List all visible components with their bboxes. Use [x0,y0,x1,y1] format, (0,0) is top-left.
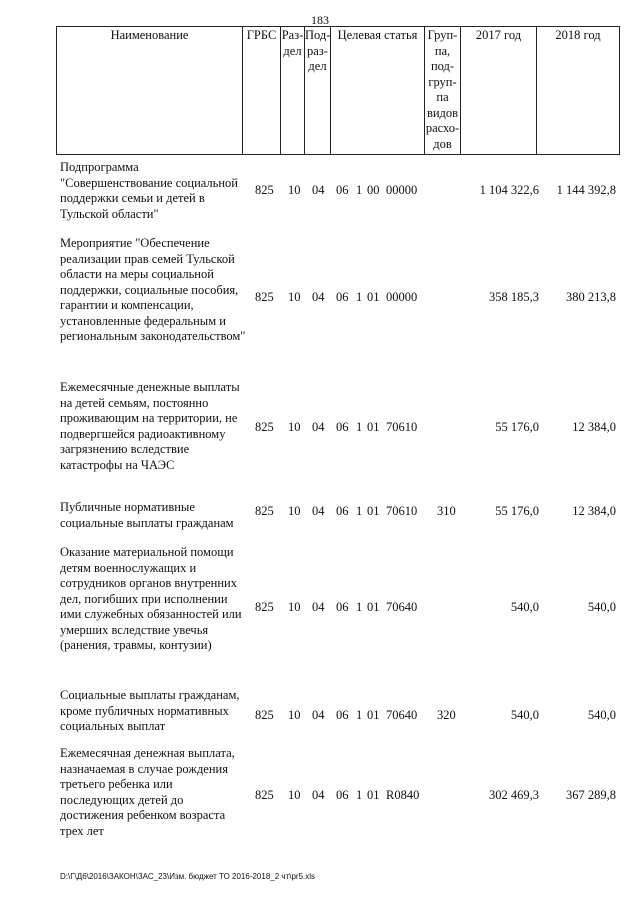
row-podrazdel: 04 [312,504,325,518]
row-target-3: 01 [367,788,380,802]
row-2018-value: 12 384,0 [572,504,616,518]
header-grbs-label: ГРБС [246,28,277,42]
row-2017-value: 358 185,3 [489,290,539,304]
row-podrazdel: 04 [312,788,325,802]
row-2018-value: 367 289,8 [566,788,616,802]
row-target-4: 70610 [386,504,418,518]
row-2017-value: 540,0 [510,708,539,722]
row-podrazdel: 04 [312,708,325,722]
header-target-label: Целевая статья [337,28,418,42]
header-group-line-2: па, [434,43,451,58]
row-group-code: 320 [437,708,456,722]
header-2018-label: 2018 год [555,28,601,42]
row-name: Оказание материальной помощи детям военнослужащих и сотрудников органов внутренних дел, погибших при исполнении ими служебных обязанностей или умерших вследствие увечья (ранения, травмы, контузии) [60,545,242,652]
header-2017-label: 2017 год [475,28,522,42]
row-name: Мероприятие "Обеспечение реализации прав семей Тульской области на меры социальной поддержки, социальные пособия, гарантии и компенсации, установленные федеральным и региональным законодательством" [60,236,246,343]
row-target-3: 01 [367,708,380,722]
row-target-1: 06 [336,420,349,434]
row-podrazdel: 04 [312,183,325,197]
row-target-3: 01 [367,600,380,614]
row-razdel: 10 [288,420,301,434]
row-grbs: 825 [255,788,274,802]
header-2017 [460,26,536,155]
row-2017-value: 302 469,3 [489,788,539,802]
row-target-1: 06 [336,183,349,197]
table-row [56,500,620,530]
row-target-1: 06 [336,788,349,802]
row-target-4: 00000 [386,183,418,197]
header-podrazdel-line-1: Под- [305,28,331,42]
row-target-2: 1 [356,600,363,614]
page-number: 183 [311,13,329,27]
row-target-1: 06 [336,290,349,304]
row-2017-value: 55 176,0 [495,420,539,434]
row-target-4: 70640 [386,708,418,722]
row-razdel: 10 [288,504,301,518]
table-row [56,688,620,733]
header-razdel [280,26,304,155]
header-group [424,26,460,155]
header-group-line-8: дов [433,136,452,151]
header-podrazdel-line-3: дел [308,59,327,73]
row-grbs: 825 [255,183,274,197]
row-2017-value: 540,0 [510,600,539,614]
row-target-2: 1 [356,420,363,434]
row-podrazdel: 04 [312,290,325,304]
row-razdel: 10 [288,183,301,197]
header-target [330,26,424,155]
file-path-footer: D:\Г\Д6\2016\ЗАКОН\ЗАС_23\Изм. бюджет ТО 2016-2018_2 чт\pr5.xls [60,872,316,881]
row-2018-value: 540,0 [587,600,616,614]
table-header [56,26,620,156]
row-target-2: 1 [356,788,363,802]
table-row [56,236,620,343]
row-2018-value: 380 213,8 [566,290,616,304]
row-target-2: 1 [356,708,363,722]
row-target-3: 00 [367,183,380,197]
row-target-1: 06 [336,600,349,614]
header-podrazdel [304,26,330,155]
row-name: Социальные выплаты гражданам, кроме публичных нормативных социальных выплат [60,688,240,733]
row-target-2: 1 [356,504,363,518]
header-group-line-7: расхо- [425,121,460,135]
header-name-label: Наименование [110,28,189,42]
header-podrazdel-line-2: раз- [307,43,328,58]
row-2017-value: 1 104 322,6 [479,183,539,197]
row-name: Подпрограмма "Совершенствование социальной поддержки семьи и детей в Тульской области" [60,160,238,221]
row-target-3: 01 [367,504,380,518]
table-row [56,545,620,652]
row-target-2: 1 [356,290,363,304]
row-2017-value: 55 176,0 [495,504,539,518]
row-target-1: 06 [336,504,349,518]
row-target-4: R0840 [386,788,420,802]
header-group-line-4: груп- [428,74,457,89]
table-row [56,380,620,472]
header-group-line-3: под- [430,59,455,73]
row-2018-value: 1 144 392,8 [556,183,616,197]
header-2018 [536,26,620,155]
row-grbs: 825 [255,420,274,434]
row-name: Ежемесячные денежные выплаты на детей семьям, постоянно проживающим на территории, не подвергшейся радиоактивному загрязнению вследствие катастрофы на ЧАЭС [60,380,240,472]
row-name: Ежемесячная денежная выплата, назначаемая в случае рождения третьего ребенка или последующих детей до достижения ребенком возраста трех лет [60,746,235,838]
header-name [56,26,242,155]
row-grbs: 825 [255,600,274,614]
row-podrazdel: 04 [312,600,325,614]
row-name: Публичные нормативные социальные выплаты гражданам [60,500,234,530]
row-grbs: 825 [255,504,274,518]
row-target-2: 1 [356,183,363,197]
row-2018-value: 540,0 [587,708,616,722]
row-razdel: 10 [288,788,301,802]
row-podrazdel: 04 [312,420,325,434]
row-target-3: 01 [367,420,380,434]
row-razdel: 10 [288,290,301,304]
row-target-4: 00000 [386,290,418,304]
row-target-3: 01 [367,290,380,304]
row-razdel: 10 [288,600,301,614]
header-group-line-6: видов [426,105,459,120]
row-razdel: 10 [288,708,301,722]
table-row [56,746,620,838]
header-razdel-line-2: дел [283,43,302,58]
row-group-code: 310 [437,504,456,518]
header-grbs [242,26,280,155]
row-target-4: 70640 [386,600,418,614]
table-row [56,160,620,221]
row-grbs: 825 [255,708,274,722]
row-target-1: 06 [336,708,349,722]
header-group-line-1: Груп- [427,28,458,42]
row-2018-value: 12 384,0 [572,420,616,434]
row-target-4: 70610 [386,420,418,434]
header-razdel-line-1: Раз- [281,28,304,42]
header-group-line-5: па [436,90,449,104]
row-grbs: 825 [255,290,274,304]
